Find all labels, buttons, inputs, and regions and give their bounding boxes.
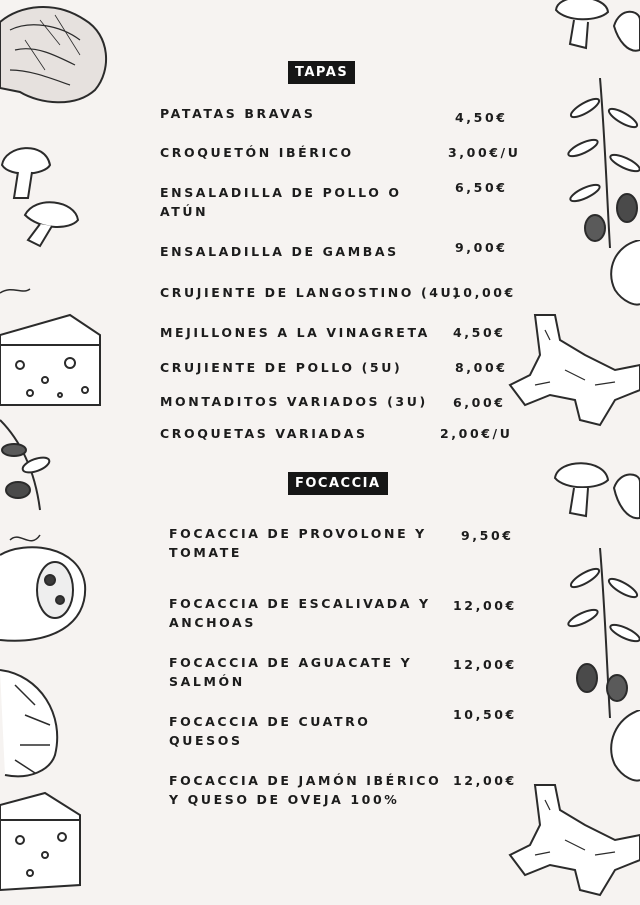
menu-item-price: 10,50€	[453, 707, 517, 722]
menu-item-name: TOMATE	[169, 545, 242, 560]
menu-item-name: ENSALADILLA DE POLLO O	[160, 185, 402, 200]
steak-sketch-icon	[0, 0, 115, 110]
menu-item-name: FOCACCIA DE JAMÓN IBÉRICO	[169, 773, 442, 788]
cheese-sketch-icon	[0, 285, 105, 410]
menu-item-price: 12,00€	[453, 657, 517, 672]
menu-item-price: 12,00€	[453, 773, 517, 788]
menu-item-price: 4,50€	[455, 110, 508, 125]
menu-item-name: MEJILLONES A LA VINAGRETA	[160, 325, 430, 340]
olive-branch-sketch-icon	[0, 410, 60, 515]
menu-item-name: Y QUESO DE OVEJA 100%	[169, 792, 400, 807]
menu-item-name: FOCACCIA DE CUATRO	[169, 714, 371, 729]
menu-item-name: ENSALADILLA DE GAMBAS	[160, 244, 399, 259]
menu-item-name: CRUJIENTE DE POLLO (5U)	[160, 360, 403, 375]
cheese-sketch-icon	[0, 785, 85, 905]
olive-branch-sketch-icon	[565, 78, 640, 248]
menu-item-name: PATATAS BRAVAS	[160, 106, 316, 121]
menu-item-price: 10,00€	[452, 285, 516, 300]
olive-branch-sketch-icon	[565, 548, 640, 718]
menu-item-name: MONTADITOS VARIADOS (3U)	[160, 394, 428, 409]
menu-item-name: CROQUETAS VARIADAS	[160, 426, 368, 441]
ginger-root-sketch-icon	[505, 780, 640, 905]
section-title-focaccia: FOCACCIA	[288, 472, 388, 495]
mushroom-sketch-icon	[0, 140, 85, 260]
menu-item-name: FOCACCIA DE ESCALIVADA Y	[169, 596, 431, 611]
mushroom-sketch-icon	[550, 458, 640, 528]
menu-item-name: CRUJIENTE DE LANGOSTINO (4U)	[160, 285, 462, 300]
menu-item-name: CROQUETÓN IBÉRICO	[160, 145, 354, 160]
menu-item-price: 9,50€	[461, 528, 514, 543]
menu-item-price: 9,00€	[455, 240, 508, 255]
menu-item-name: ANCHOAS	[169, 615, 256, 630]
menu-item-price: 2,00€/U	[440, 426, 513, 441]
menu-item-name: ATÚN	[160, 204, 209, 219]
mushroom-sketch-icon	[605, 240, 640, 310]
menu-item-name: SALMÓN	[169, 674, 245, 689]
ginger-root-sketch-icon	[505, 310, 640, 435]
tomato-sketch-icon	[0, 525, 95, 650]
menu-item-price: 3,00€/U	[448, 145, 521, 160]
menu-item-name: QUESOS	[169, 733, 243, 748]
menu-item-price: 4,50€	[453, 325, 506, 340]
menu-item-price: 6,00€	[453, 395, 506, 410]
croissant-sketch-icon	[0, 665, 65, 780]
menu-item-price: 6,50€	[455, 180, 508, 195]
menu-item-price: 8,00€	[455, 360, 508, 375]
mushroom-sketch-icon	[548, 0, 640, 70]
menu-item-name: FOCACCIA DE AGUACATE Y	[169, 655, 413, 670]
menu-item-price: 12,00€	[453, 598, 517, 613]
mushroom-sketch-icon	[605, 710, 640, 785]
menu-item-name: FOCACCIA DE PROVOLONE Y	[169, 526, 427, 541]
section-title-tapas: TAPAS	[288, 61, 355, 84]
